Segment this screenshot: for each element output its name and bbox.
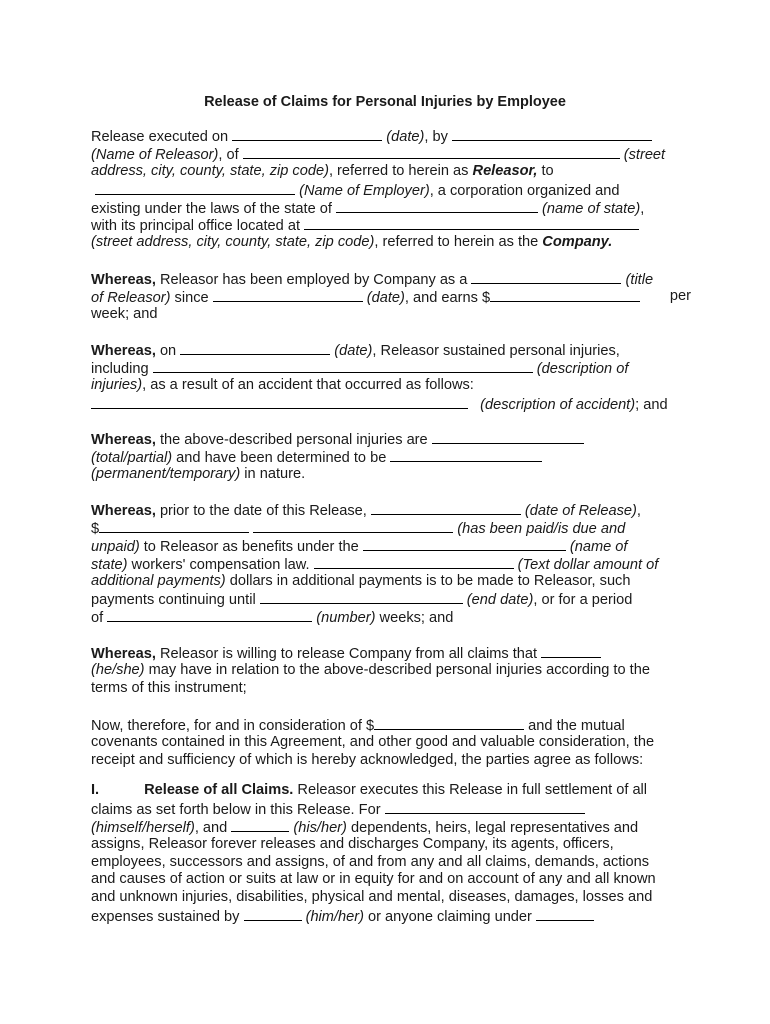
- injury-description-blank[interactable]: [153, 359, 533, 373]
- state-law-blank[interactable]: [363, 537, 566, 551]
- date-blank[interactable]: [232, 127, 382, 141]
- releasor-address-blank[interactable]: [243, 145, 620, 159]
- total-partial-blank[interactable]: [432, 430, 584, 444]
- paragraph-release-executed: Release executed on (date), by (Name of Releasor), of (street address, city, county, state, zip code), referred to herein as Releasor, to (Name of Employer), a corporation organized and existing under the laws of the state of (name of state), with its principal office located at (street address, city, county, state, zip code), referred to herein as the Company.: [91, 129, 666, 251]
- consideration-amount-blank[interactable]: [374, 716, 524, 730]
- paragraph-injury-type: Whereas, the above-described personal injuries are (total/partial) and have been determined to be (permanent/temporary) in nature.: [91, 430, 691, 484]
- document-title: Release of Claims for Personal Injuries by Employee: [204, 94, 566, 110]
- paid-status-blank[interactable]: [253, 519, 453, 533]
- state-name-blank[interactable]: [336, 199, 538, 213]
- title-blank[interactable]: [471, 270, 621, 284]
- permanent-temporary-blank[interactable]: [390, 448, 542, 462]
- weeks-number-blank[interactable]: [107, 608, 312, 622]
- releasor-name-blank[interactable]: [452, 127, 652, 141]
- paragraph-injuries: Whereas, on (date), Releasor sustained personal injuries, including (description of injuries), as a result of an accident that occurred as follows: (description of accident); and: [91, 343, 668, 413]
- himself-herself-blank[interactable]: [385, 800, 585, 814]
- company-address-blank[interactable]: [304, 216, 639, 230]
- paragraph-willing-release: Whereas, Releasor is willing to release Company from all claims that (he/she) may have in relation to the above-described personal injuries according to the terms of this instrument;: [91, 646, 650, 696]
- end-date-blank[interactable]: [260, 590, 463, 604]
- paragraph-consideration: Now, therefore, for and in consideration of $ and the mutual covenants contained in this Agreement, and other good and valuable consideration, the receipt and sufficiency of which is hereby acknowledged, the parties agree as follows:: [91, 718, 655, 768]
- benefit-amount-blank[interactable]: [99, 519, 249, 533]
- additional-amount-text-blank[interactable]: [314, 555, 514, 569]
- weekly-earnings-blank[interactable]: [490, 288, 640, 302]
- he-she-blank[interactable]: [541, 644, 601, 658]
- employment-date-blank[interactable]: [213, 288, 363, 302]
- his-her-blank[interactable]: [231, 818, 289, 832]
- employer-name-blank[interactable]: [95, 181, 295, 195]
- paragraph-benefits: Whereas, prior to the date of this Release, (date of Release), $ (has been paid/is due and unpaid) to Releasor as benefits under the (name of state) workers' compensation law. (Text dollar amount of additional payments) dollars in additional payments is to be made to Releasor, such payments continuing until (end date), or for a period of (number) weeks; and: [91, 503, 659, 627]
- him-her-blank[interactable]: [244, 907, 302, 921]
- injury-date-blank[interactable]: [180, 341, 330, 355]
- claiming-under-blank[interactable]: [536, 907, 594, 921]
- section-release-of-all-claims: I. Release of all Claims. Releasor executes this Release in full settlement of all claims as set forth below in this Release. For (himself/herself), and (his/her) dependents, heirs, legal representatives and assigns, Releasor forever releases and discharges Company, its agents, officers, employees, successors and assigns, of and from any and all claims, demands, actions and causes of action or suits at law or in equity for and on account of any and all known and unknown injuries, disabilities, physical and mental, diseases, damages, losses and expenses sustained by (him/her) or anyone claiming under: [91, 782, 656, 926]
- accident-description-blank[interactable]: [91, 395, 468, 409]
- paragraph-employment: Whereas, Releasor has been employed by Company as a (title of Releasor) since (date), and earns $ per week; and: [91, 272, 691, 322]
- release-date-blank[interactable]: [371, 501, 521, 515]
